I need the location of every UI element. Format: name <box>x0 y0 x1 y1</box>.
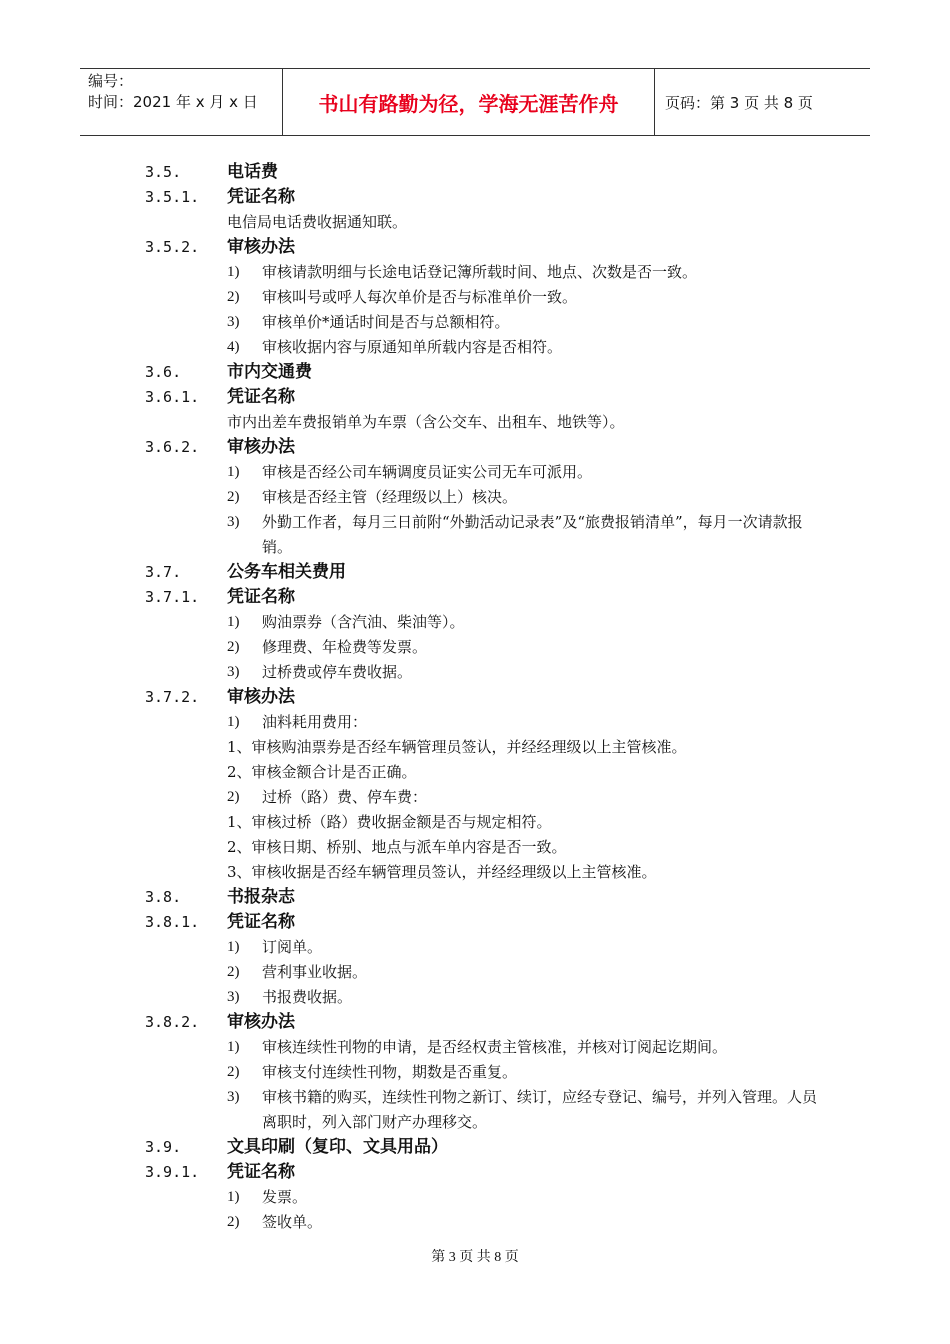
section-heading: 3.9.1. 凭证名称 <box>145 1162 295 1182</box>
list-item: 2) 审核支付连续性刊物，期数是否重复。 <box>227 1063 518 1081</box>
list-item: 1) 审核是否经公司车辆调度员证实公司无车可派用。 <box>227 463 593 481</box>
list-item: 1) 油料耗用费用： <box>227 713 368 731</box>
section-heading: 3.6.2. 审核办法 <box>145 437 295 457</box>
list-item: 3) 审核单价*通话时间是否与总额相符。 <box>227 313 510 331</box>
list-item: 2) 审核叫号或呼人每次单价是否与标准单价一致。 <box>227 288 578 306</box>
paragraph: 2、审核日期、桥别、地点与派车单内容是否一致。 <box>227 838 567 856</box>
list-item: 1) 审核连续性刊物的申请，是否经权责主管核准，并核对订阅起讫期间。 <box>227 1038 728 1056</box>
paragraph: 市内出差车费报销单为车票（含公交车、出租车、地铁等）。 <box>227 413 625 431</box>
section-heading: 3.5. 电话费 <box>145 162 278 182</box>
page-footer: 第 3 页 共 8 页 <box>431 1250 519 1265</box>
list-item: 4) 审核收据内容与原通知单所载内容是否相符。 <box>227 338 563 356</box>
list-item: 3) 外勤工作者，每月三日前附“外勤活动记录表”及“旅费报销清单”，每月一次请款报销。 <box>227 513 803 556</box>
section-heading: 3.8.2. 审核办法 <box>145 1012 295 1032</box>
list-item: 1) 订阅单。 <box>227 938 323 956</box>
document-body <box>145 160 825 1235</box>
paragraph: 3、审核收据是否经车辆管理员签认，并经经理级以上主管核准。 <box>227 863 657 881</box>
header-motto: 书山有路勤为径，学海无涯苦作舟 <box>283 69 655 135</box>
time-label: 时间：2021 年 x 月 x 日 <box>88 93 258 111</box>
section-heading: 3.7. 公务车相关费用 <box>145 562 346 582</box>
paragraph: 电信局电话费收据通知联。 <box>227 213 408 231</box>
header-meta <box>80 69 283 135</box>
section-heading: 3.8. 书报杂志 <box>145 887 295 907</box>
section-heading: 3.7.1. 凭证名称 <box>145 587 295 607</box>
list-item: 2) 审核是否经主管（经理级以上）核决。 <box>227 488 518 506</box>
section-heading: 3.6.1. 凭证名称 <box>145 387 295 407</box>
section-heading: 3.5.1. 凭证名称 <box>145 187 295 207</box>
list-item: 1) 审核请款明细与长途电话登记簿所载时间、地点、次数是否一致。 <box>227 263 698 281</box>
list-item: 2) 过桥（路）费、停车费： <box>227 788 428 806</box>
list-item: 2) 修理费、年检费等发票。 <box>227 638 428 656</box>
paragraph: 2、审核金额合计是否正确。 <box>227 763 417 781</box>
paragraph: 1、审核购油票券是否经车辆管理员签认，并经经理级以上主管核准。 <box>227 738 687 756</box>
list-item: 3) 过桥费或停车费收据。 <box>227 663 413 681</box>
section-heading: 3.8.1. 凭证名称 <box>145 912 295 932</box>
list-item: 1) 购油票券（含汽油、柴油等）。 <box>227 613 465 631</box>
list-item: 3) 书报费收据。 <box>227 988 353 1006</box>
page-header <box>80 68 870 136</box>
list-item: 1) 发票。 <box>227 1188 308 1206</box>
paragraph: 1、审核过桥（路）费收据金额是否与规定相符。 <box>227 813 552 831</box>
section-heading: 3.5.2. 审核办法 <box>145 237 295 257</box>
header-page-label: 页码：第 3 页 共 8 页 <box>665 93 813 112</box>
list-item: 3) 审核书籍的购买，连续性刊物之新订、续订，应经专登记、编号，并列入管理。人员离职时，列入部门财产办理移交。 <box>227 1088 818 1131</box>
number-label: 编号： <box>88 72 134 90</box>
section-heading: 3.7.2. 审核办法 <box>145 687 295 707</box>
section-heading: 3.9. 文具印刷（复印、文具用品） <box>145 1137 448 1157</box>
list-item: 2) 营利事业收据。 <box>227 963 368 981</box>
list-item: 2) 签收单。 <box>227 1213 323 1231</box>
section-heading: 3.6. 市内交通费 <box>145 362 312 382</box>
